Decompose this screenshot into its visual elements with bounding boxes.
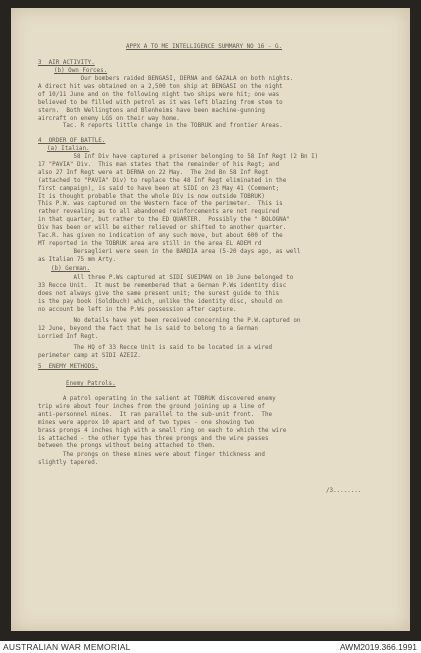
footer-institution: AUSTRALIAN WAR MEMORIAL — [3, 642, 131, 652]
section-5-title: 5 ENEMY METHODS. — [38, 364, 99, 370]
section-3-subtitle: (b) Own Forces. — [54, 68, 108, 74]
archive-footer — [0, 641, 421, 653]
text-line: between the prongs without being attached to them. — [38, 443, 216, 450]
text-line: Bersaglieri were seen in the BARDIA area (5-20 days ago, as well — [38, 249, 301, 255]
continuation-mark: /3........ — [326, 488, 362, 494]
text-line: stern. Both Wellingtons and Blenheims have been machine-gunning — [38, 107, 265, 114]
text-line: Tac. R reports little change in the TOBRUK and frontier Areas. — [38, 123, 283, 130]
section-4-subtitle-b: (b) German. — [51, 266, 91, 272]
typed-text-body — [11, 8, 410, 631]
text-line: believed to be filled with petrol as it was left blazing from stem to — [38, 99, 283, 106]
section-3-title: 3 AIR ACTIVITY. — [38, 60, 95, 66]
text-line: 17 "PAVIA" Div. This man states that the remainder of his Regt; and — [38, 161, 280, 168]
text-line: 33 Recce Unit. It must be remembered that a German P.Ws identity disc — [38, 282, 287, 289]
text-line: Div has been or will be either relieved or shifted to another quarter. — [38, 225, 287, 232]
text-line: 12 June, beyond the fact that he is said to belong to a German — [38, 325, 258, 332]
footer-accession-number: AWM2019.366.1991 — [339, 642, 417, 652]
text-line: brass prongs 4 inches high with a small ring on each to which the wire — [38, 427, 287, 434]
text-line: anti-personnel mines. It ran parallel to the sub-unit front. The — [38, 411, 273, 418]
section-4-subtitle: (a) Italian. — [47, 146, 90, 152]
text-line: Tac.R. has given no indication of any such move, but about 600 of the — [38, 233, 283, 239]
text-line: (attached to "PAVIA" Div) to replace the 48 Inf Regt eliminated in the — [38, 177, 287, 184]
text-line: This P.W. was captured on the Western face of the perimeter. This is — [38, 201, 283, 208]
text-line: The HQ of 33 Recce Unit is said to be located in a wired — [38, 345, 273, 351]
text-line: first campaign), is said to have been at SIDI on 23 May 41 (Comment; — [38, 185, 280, 192]
text-line: A direct hit was obtained on a 2,500 ton ship at BENGASI on the night — [38, 83, 283, 90]
document-page — [11, 8, 410, 631]
section-5-subtitle: Enemy Patrols. — [66, 381, 116, 387]
text-line: Lorried Inf Regt. — [38, 333, 99, 340]
text-line: as Italian 75 mm Arty. — [38, 256, 117, 263]
text-line: It is thought probable that the whole Div is now outside TOBRUK) — [38, 193, 265, 200]
text-line: does not always give the same present unit; the surest guide to this — [38, 290, 280, 297]
text-line: is the pay book (Soldbuch) which, unlike the identity disc, should on — [38, 298, 283, 305]
text-line: The prongs on these mines were about finger thickness and — [38, 452, 265, 458]
text-line: MT reported in the TOBRUK area are still in the area EL ADEM rd — [38, 240, 262, 247]
text-line: aircraft on enemy LGS on their way home. — [38, 115, 180, 122]
section-4-title: 4 ORDER OF BATTLE. — [38, 138, 106, 144]
text-line: 58 Inf Div have captured a prisoner belonging to 58 Inf Regt (2 Bn I) — [38, 154, 319, 160]
text-line: All three P.Ws captured at SIDI SUEIMAN on 10 June belonged to — [38, 275, 294, 281]
text-line: rather revealing as to all abandoned reinforcements are not required — [38, 209, 280, 216]
text-line: A patrol operating in the salient at TOBRUK discovered enemy — [38, 396, 276, 402]
text-line: No details have yet been received concerning the P.W.captured on — [38, 318, 301, 324]
text-line: of 10/11 June and on the following night two ships were hit; one was — [38, 91, 280, 98]
text-line: in that quarter, but rather to the ED QUARTER. Possibly the " BOLOGNA" — [38, 217, 290, 224]
text-line: no account be left in the P.Ws possession after capture. — [38, 306, 237, 313]
text-line: perimeter camp at SIDI AZEIZ. — [38, 352, 141, 359]
text-line: mines were approx 10 apart and of two types - one showing two — [38, 419, 255, 426]
text-line: Our bombers raided BENGASI, DERNA and GAZALA on both nights. — [38, 76, 294, 82]
text-line: slightly tapered. — [38, 459, 99, 466]
text-line: also 27 Inf Regt were at DERNA on 22 May. The 2nd Bn 58 Inf Regt — [38, 169, 269, 176]
document-heading: APPX A TO ME INTELLIGENCE SUMMARY NO 16 - G. — [126, 44, 283, 50]
text-line: is attached - the other type has three prongs and the wire passes — [38, 435, 269, 442]
text-line: trip wire about four inches from the ground joining up a line of — [38, 403, 265, 410]
